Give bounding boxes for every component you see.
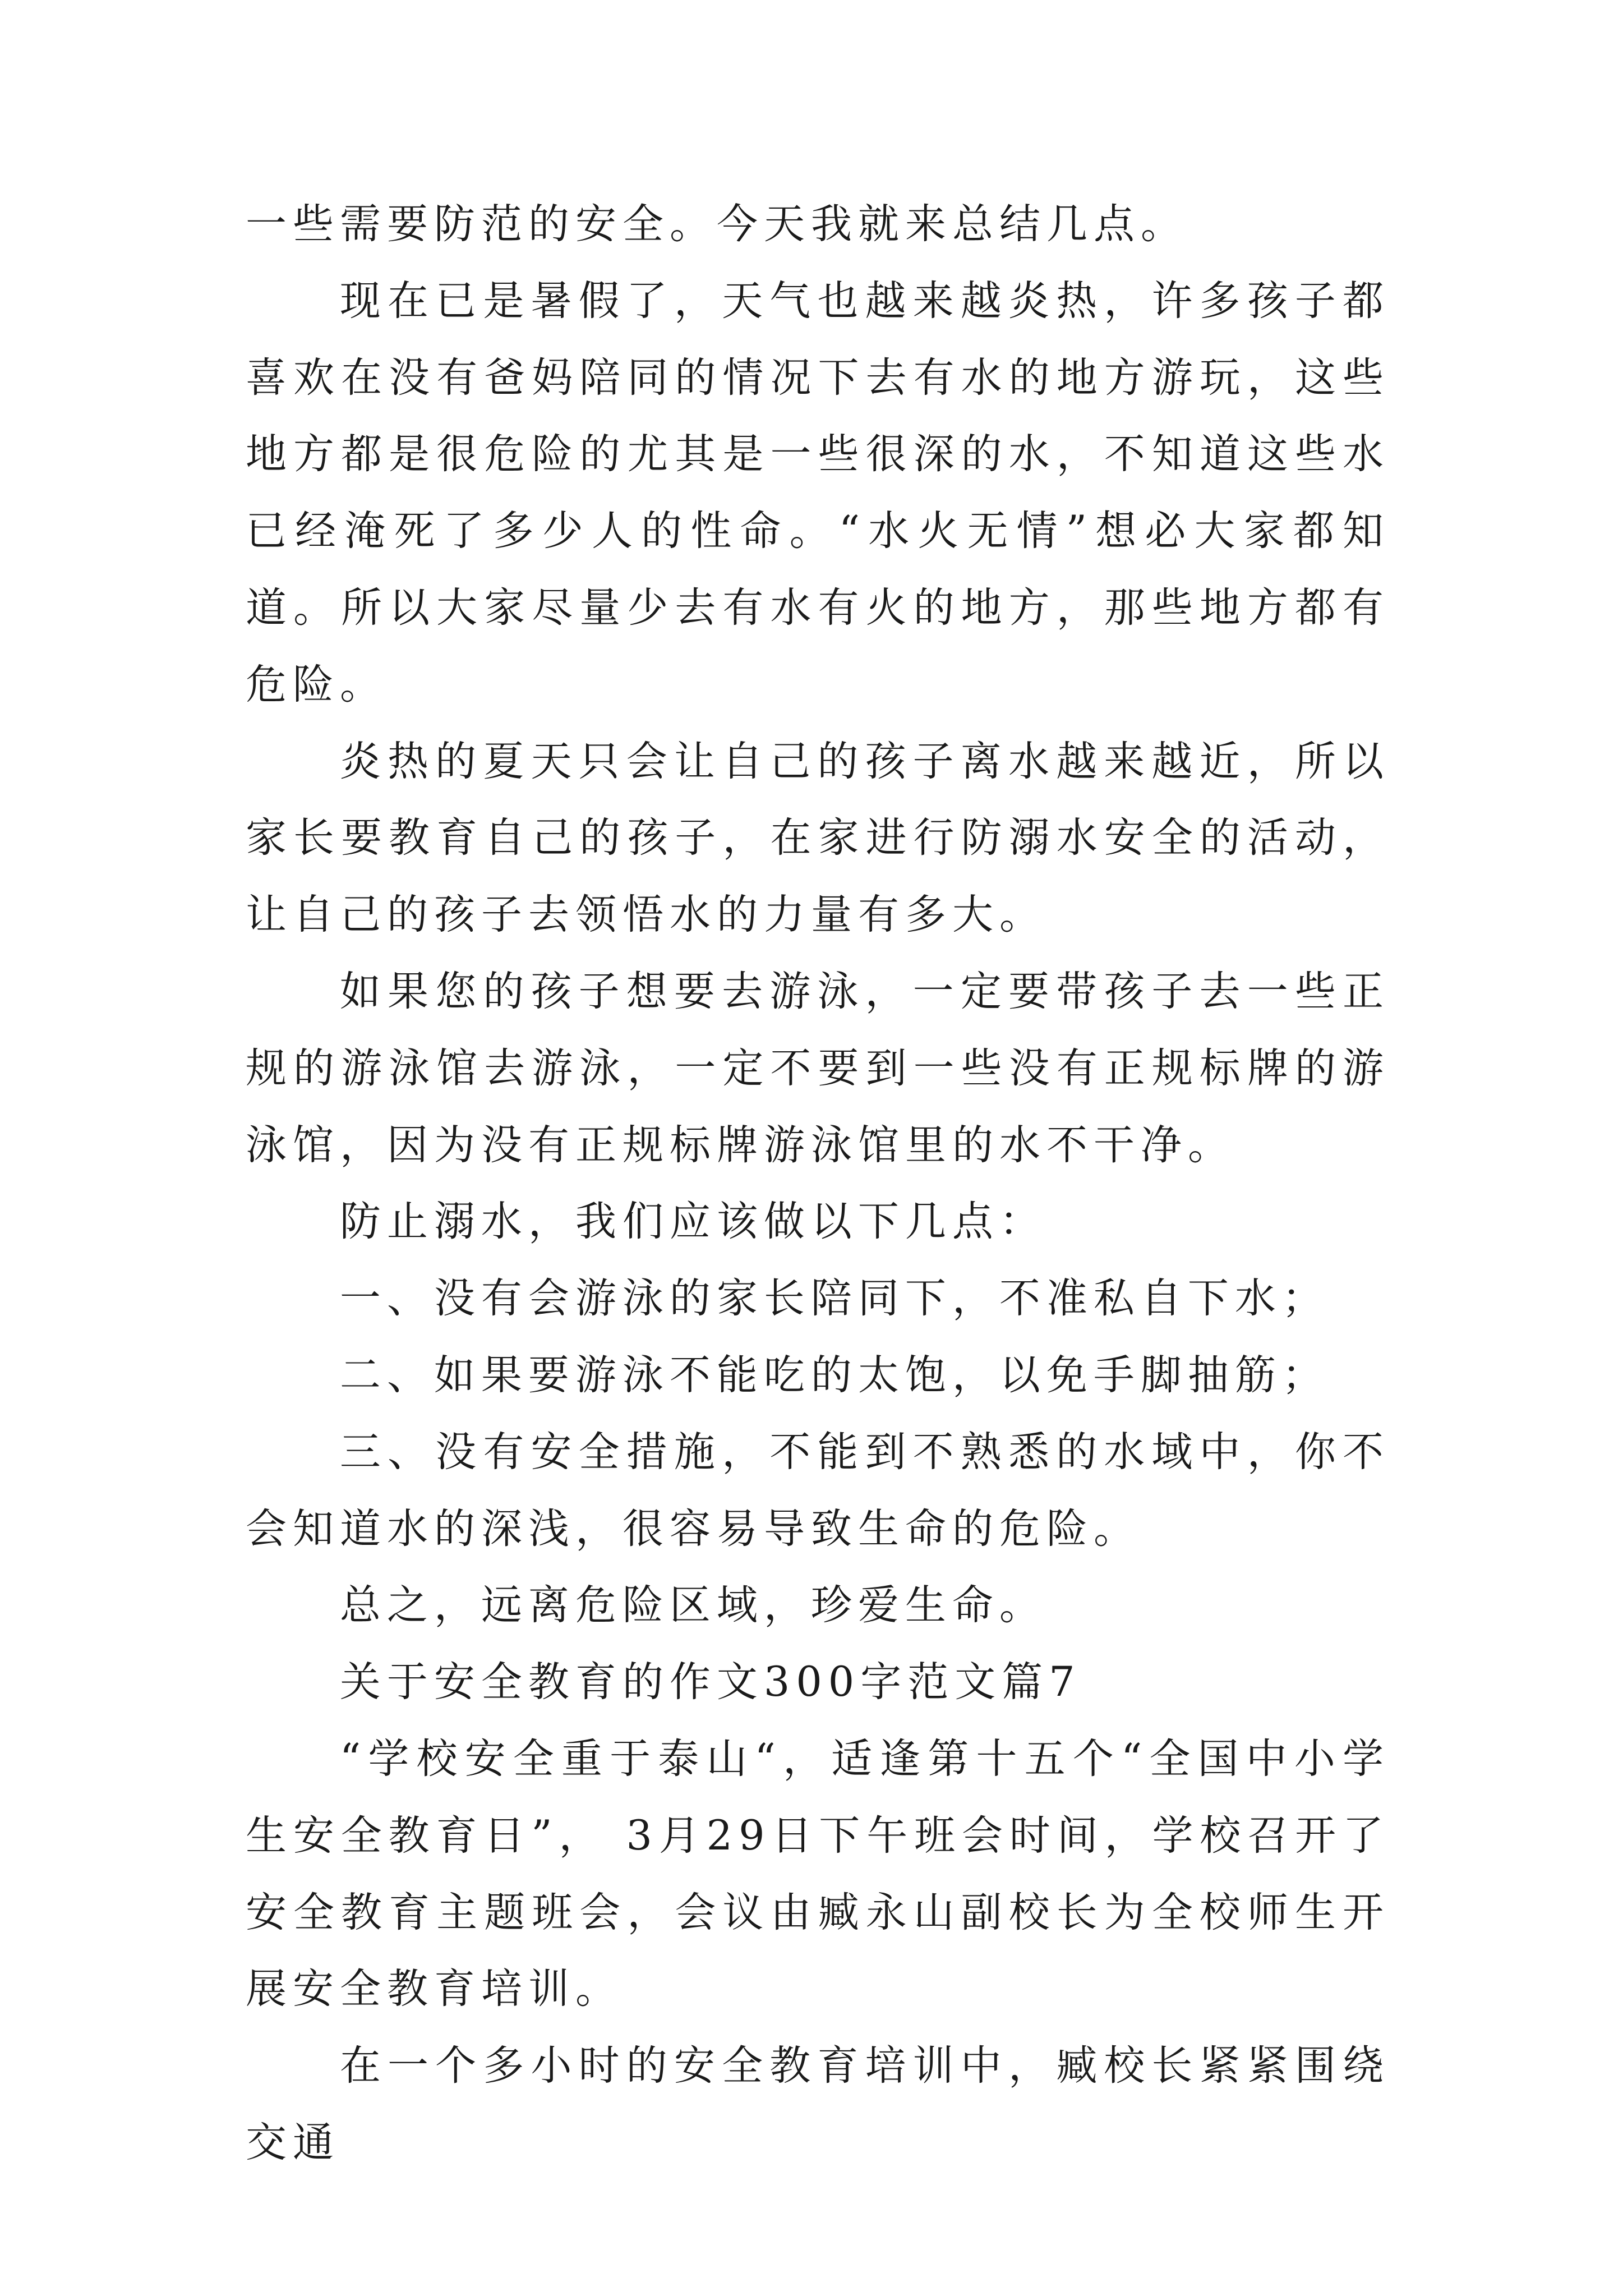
paragraph: 炎热的夏天只会让自己的孩子离水越来越近，所以家长要教育自己的孩子，在家进行防溺水安全的活动，让自己的孩子去领悟水的力量有多大。 (246, 737, 1390, 939)
section-heading: 关于安全教育的作文300字范文篇7 (339, 1658, 1081, 1706)
list-item: 二、如果要游泳不能吃的太饱，以免手脚抽筋； (339, 1351, 1329, 1399)
paragraph: “学校安全重于泰山“，适逢第十五个“全国中小学生安全教育日”， 3月29日下午班会时间，学校召开了安全教育主题班会，会议由臧永山副校长为全校师生开展安全教育培训。 (246, 1734, 1390, 2013)
paragraph: 一些需要防范的安全。今天我就来总结几点。 (246, 200, 1188, 248)
list-item: 三、没有安全措施，不能到不熟悉的水域中，你不会知道水的深浅，很容易导致生命的危险。 (246, 1428, 1390, 1553)
paragraph: 总之，远离危险区域，珍爱生命。 (339, 1581, 1046, 1630)
paragraph: 现在已是暑假了，天气也越来越炎热，许多孩子都喜欢在没有爸妈陪同的情况下去有水的地方游玩，这些地方都是很危险的尤其是一些很深的水，不知道这些水已经淹死了多少人的性命。“水火无情”想必大家都知道。所以大家尽量少去有水有火的地方，那些地方都有危险。 (246, 277, 1390, 708)
document-body (246, 186, 1390, 2182)
paragraph: 如果您的孩子想要去游泳，一定要带孩子去一些正规的游泳馆去游泳，一定不要到一些没有正规标牌的游泳馆，因为没有正规标牌游泳馆里的水不干净。 (246, 967, 1390, 1169)
list-item: 一、没有会游泳的家长陪同下，不准私自下水； (339, 1274, 1329, 1323)
paragraph: 防止溺水，我们应该做以下几点： (339, 1198, 1046, 1246)
paragraph: 在一个多小时的安全教育培训中，臧校长紧紧围绕交通 (246, 2042, 1390, 2166)
